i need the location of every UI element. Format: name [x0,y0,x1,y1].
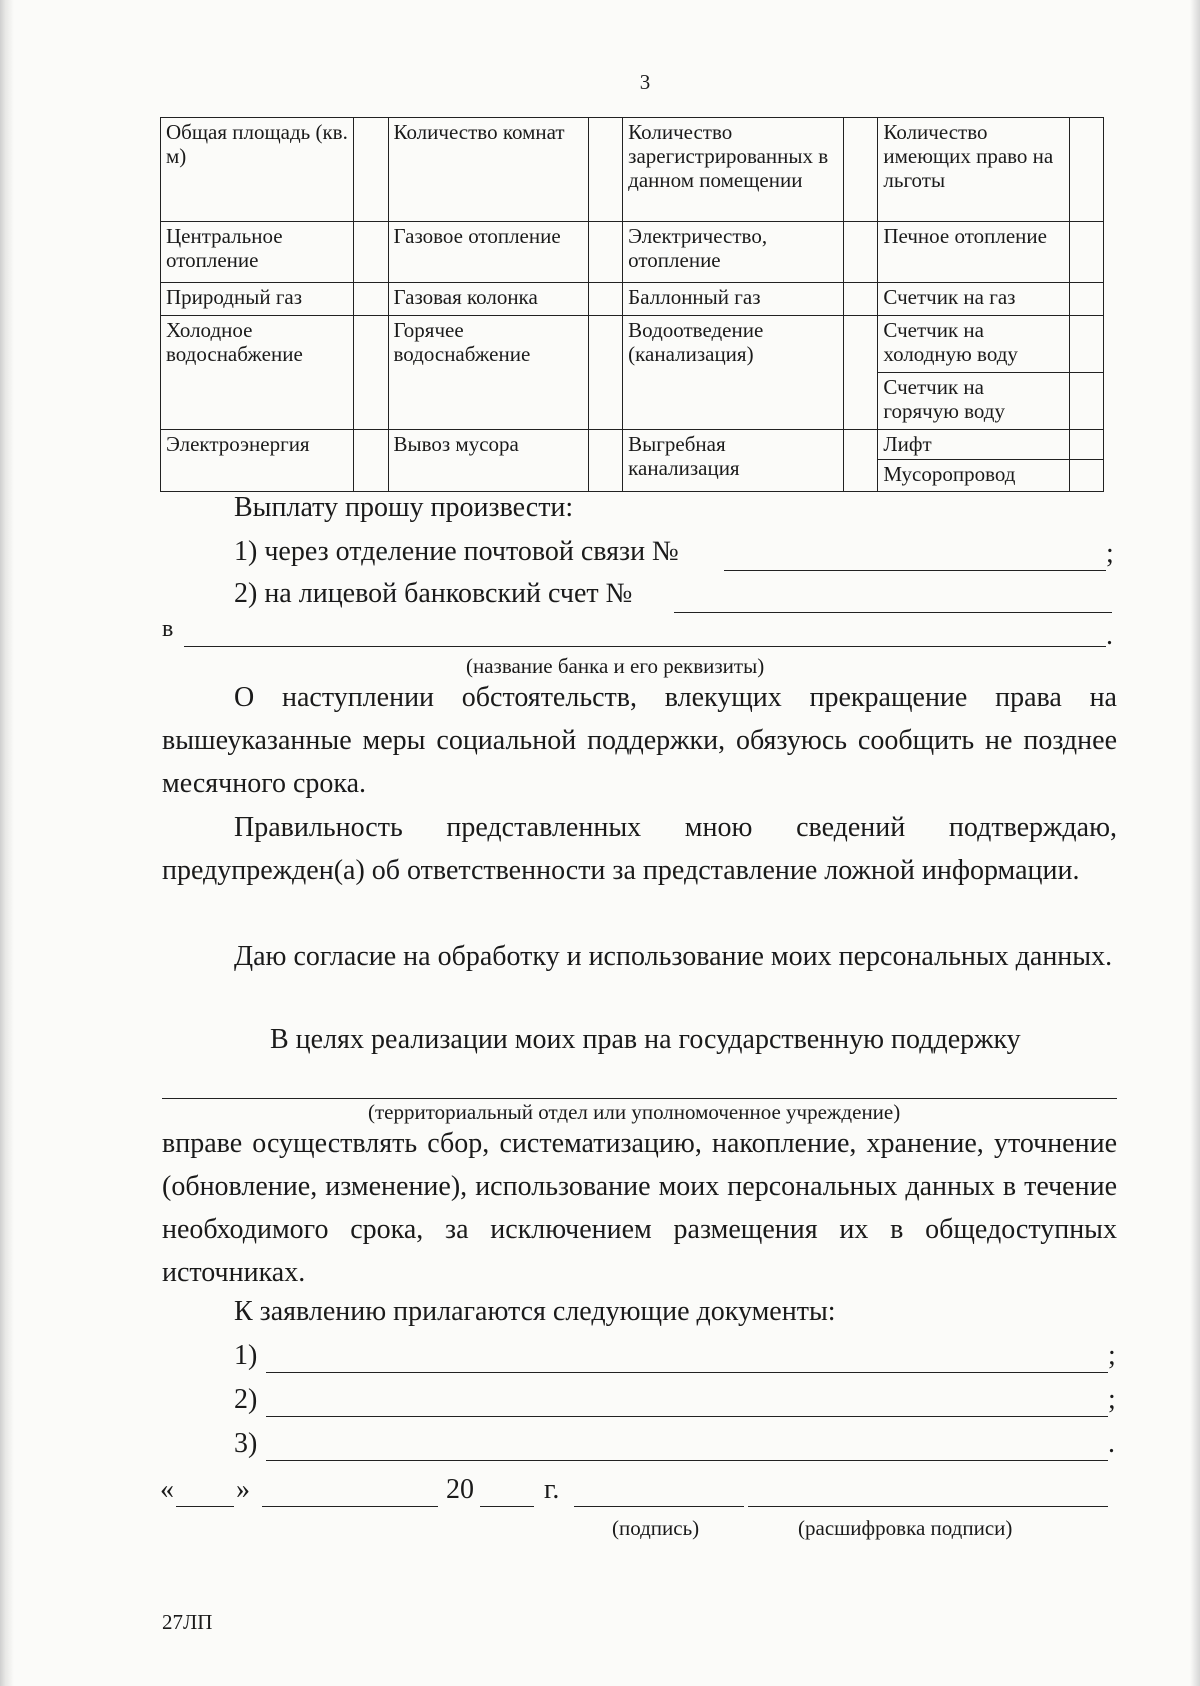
scan-edge-right [1190,0,1200,1686]
signature-hint: (подпись) [612,1516,700,1540]
entry-box[interactable] [588,222,622,283]
form-code: 27ЛП [162,1610,213,1634]
quote-open: « [160,1474,174,1505]
housing-table [160,117,1104,492]
attachment-number: 1) [234,1340,258,1371]
table-cell: Газовое отопление [388,222,588,283]
quote-close: » [236,1474,250,1505]
entry-box[interactable] [844,118,878,222]
entry-box[interactable] [588,430,622,492]
entry-box[interactable] [588,118,622,222]
entry-box[interactable] [844,316,878,430]
attachment-end: . [1108,1428,1115,1459]
notify-paragraph: О наступлении обстоятельств, влекущих прекращение права на вышеуказанные меры социальной поддержки, обязуюсь сообщить не позднее месячного срока. [162,682,1117,799]
table-cell: Общая площадь (кв. м) [161,118,354,222]
table-cell: Количество зарегистрированных в данном помещении [623,118,844,222]
attachment-number: 2) [234,1384,258,1415]
year-prefix: 20 [446,1474,474,1505]
table-cell: Электроэнергия [161,430,354,492]
table-cell: Счетчик на горячую воду [878,373,1069,430]
table-row [161,430,1104,460]
table-row [161,118,1104,222]
attachment-field[interactable] [266,1372,1108,1373]
bank-hint: (название банка и его реквизиты) [466,654,765,678]
entry-box[interactable] [1069,222,1103,283]
rights-paragraph: вправе осуществлять сбор, систематизацию, накопление, хранение, уточнение (обновление, изменение), использование моих персональных данных в течение необходимого срока, за исключением размещения их в общедоступных источниках. [162,1128,1117,1288]
table-row [161,316,1104,373]
table-cell: Лифт [878,430,1069,460]
entry-box[interactable] [1069,316,1103,373]
table-cell: Мусоропровод [878,460,1069,492]
table-cell: Вывоз мусора [388,430,588,492]
table-cell: Природный газ [161,283,354,316]
entry-box[interactable] [1069,283,1103,316]
bank-name-field[interactable] [184,646,1106,647]
entry-box[interactable] [1069,373,1103,430]
entry-box[interactable] [354,316,388,430]
bank-prefix: в [162,616,174,642]
table-cell: Баллонный газ [623,283,844,316]
bank-account-number-field[interactable] [674,612,1112,613]
entry-box[interactable] [354,283,388,316]
attachment-field[interactable] [266,1460,1108,1461]
scan-edge-left [0,0,14,1686]
table-cell: Горячее водоснабжение [388,316,588,430]
entry-box[interactable] [1069,118,1103,222]
entry-box[interactable] [1069,460,1103,492]
confirm-paragraph: Правильность представленных мною сведений подтверждаю, предупрежден(а) об ответственности за представление ложной информации. [162,812,1117,886]
table-cell: Счетчик на газ [878,283,1069,316]
payment-heading: Выплату прошу произвести: [234,492,574,523]
attachment-field[interactable] [266,1416,1108,1417]
table-row [161,222,1104,283]
table-cell: Печное отопление [878,222,1069,283]
entry-box[interactable] [354,118,388,222]
table-cell: Количество комнат [388,118,588,222]
post-office-number-field[interactable] [724,570,1106,571]
organization-hint: (территориальный отдел или уполномоченное учреждение) [368,1100,901,1124]
entry-box[interactable] [588,316,622,430]
entry-box[interactable] [1069,430,1103,460]
payment-option-bank: 2) на лицевой банковский счет № [234,578,633,609]
table-cell: Выгребная канализация [623,430,844,492]
table-cell: Счетчик на холодную воду [878,316,1069,373]
attachment-end: ; [1108,1384,1116,1415]
signature-decode-hint: (расшифровка подписи) [798,1516,1013,1540]
entry-box[interactable] [844,430,878,492]
year-field[interactable] [480,1506,534,1507]
page-number: 3 [639,70,651,94]
signature-field[interactable] [574,1506,744,1507]
table-cell: Электричество, отопление [623,222,844,283]
bank-end: . [1106,620,1113,651]
table-cell: Количество имеющих право на льготы [878,118,1069,222]
table-row [161,283,1104,316]
purpose-line: В целях реализации моих прав на государственную поддержку [270,1024,1021,1055]
entry-box[interactable] [354,430,388,492]
payment-option-post: 1) через отделение почтовой связи № [234,536,679,567]
month-field[interactable] [262,1506,438,1507]
attachments-heading: К заявлению прилагаются следующие документы: [234,1296,836,1327]
table-cell: Центральное отопление [161,222,354,283]
organization-field[interactable] [162,1098,1117,1099]
entry-box[interactable] [844,283,878,316]
consent-paragraph: Даю согласие на обработку и использование моих персональных данных. [234,941,1113,972]
table-cell: Холодное водоснабжение [161,316,354,430]
table-cell: Газовая колонка [388,283,588,316]
day-field[interactable] [176,1506,234,1507]
table-cell: Водоотведение (канализация) [623,316,844,430]
attachment-number: 3) [234,1428,258,1459]
entry-box[interactable] [844,222,878,283]
year-suffix: г. [544,1474,560,1505]
post-option-end: ; [1106,538,1114,569]
attachment-end: ; [1108,1340,1116,1371]
entry-box[interactable] [354,222,388,283]
entry-box[interactable] [588,283,622,316]
signature-decode-field[interactable] [748,1506,1108,1507]
